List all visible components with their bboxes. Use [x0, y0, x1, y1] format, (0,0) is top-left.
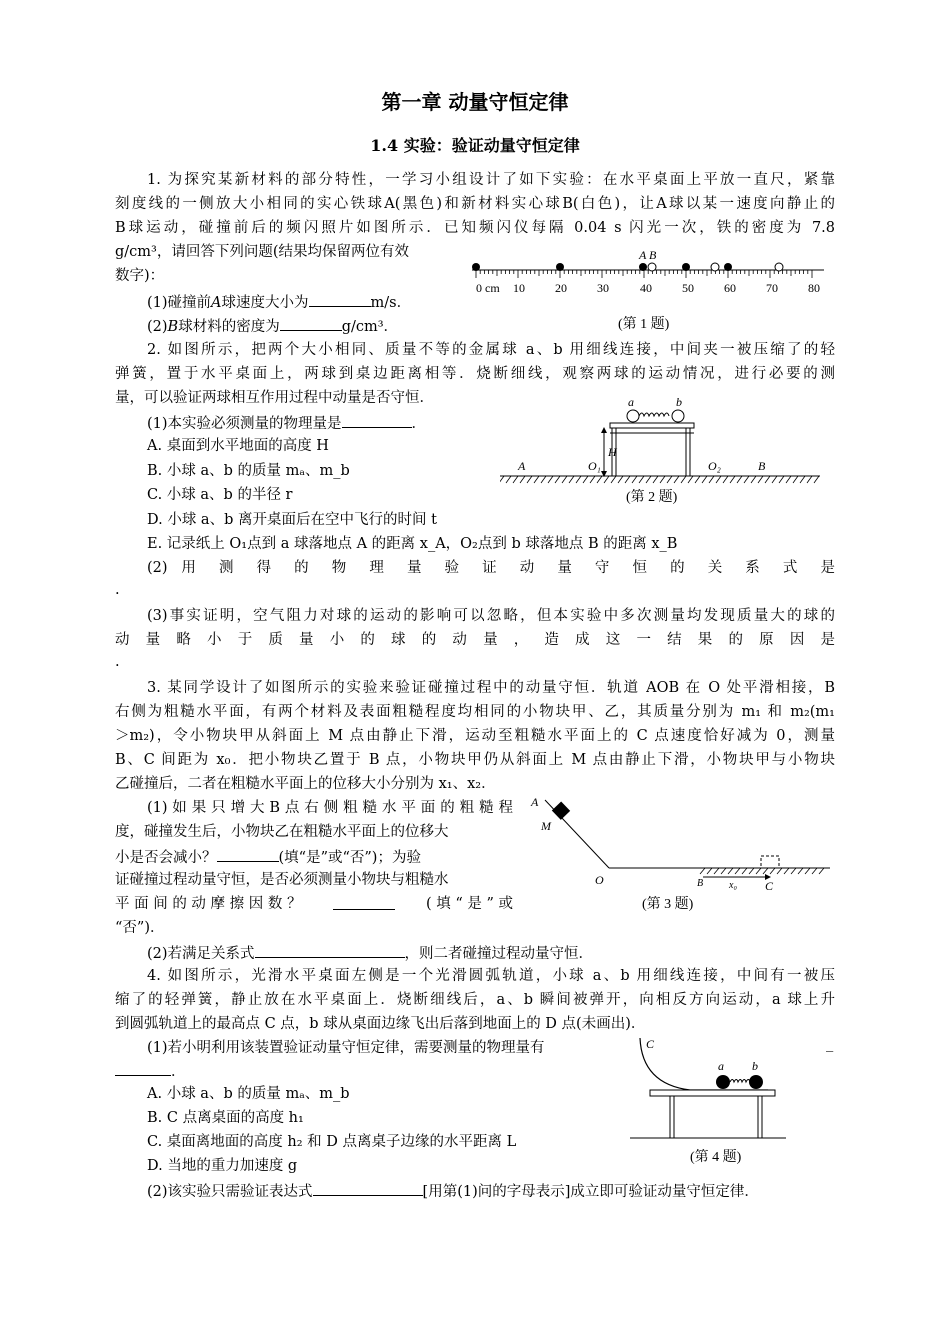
decor-line: [500, 476, 504, 483]
decor-line: [667, 476, 672, 483]
decor-line: [749, 868, 754, 874]
decor-line: [716, 476, 721, 483]
q2-option-a: A. 桌面到水平地面的高度 H: [147, 438, 329, 454]
decor-line: [611, 476, 616, 483]
decor-line: [728, 868, 733, 874]
ball-b: [749, 1075, 763, 1089]
label-A: A: [531, 795, 539, 809]
ruler-tick-label: 40: [640, 281, 652, 295]
decor-line: [555, 476, 560, 483]
q2-table-figure: [500, 393, 825, 488]
table-top: [650, 1090, 775, 1096]
q1-answer-blank-2[interactable]: [280, 315, 342, 331]
decor-line: [770, 868, 775, 874]
q1-line-5: 数字)：: [115, 268, 165, 284]
decor-line: [597, 476, 602, 483]
q4-part-1-dash: _: [826, 1036, 834, 1052]
decor-line: [793, 476, 798, 483]
q2-answer-blank-1[interactable]: [342, 412, 412, 428]
decor-line: [618, 476, 623, 483]
q1-ruler-figure: [462, 244, 832, 302]
rough-surface-hatching: [700, 868, 824, 874]
decor-line: [702, 476, 707, 483]
q3-answer-blank-1[interactable]: [217, 846, 279, 862]
decor-line: [800, 476, 805, 483]
q3-answer-blank-2[interactable]: [333, 894, 395, 910]
decor-line: [632, 476, 637, 483]
spring: [730, 1080, 750, 1083]
decor-line: [527, 476, 532, 483]
decor-line: [756, 868, 761, 874]
q4-part-2-text2: [用第(1)问的字母表示]成立即可验证动量守恒定律．: [422, 1184, 759, 1200]
decor-line: [660, 476, 665, 483]
decor-line: [812, 868, 817, 874]
decor-line: [791, 868, 796, 874]
block-final-position: [761, 856, 779, 868]
q3-sub-1: (1) 如 果 只 增 大 B 点 右 侧 粗 糙 水 平 面 的 粗 糙 程: [147, 800, 513, 816]
label-B: B: [697, 878, 704, 889]
decor-line: [721, 868, 726, 874]
q1-line-4: g/cm³，请回答下列问题(结果均保留两位有效: [115, 244, 410, 260]
decor-line: [604, 476, 609, 483]
q4-option-b: B. C 点离桌面的高度 h₁: [147, 1110, 304, 1126]
decor-line: [583, 476, 588, 483]
decor-line: [763, 868, 768, 874]
label-o2: O₂: [708, 459, 721, 473]
q2-line-1: 2. 如图所示，把两个大小相同、质量不等的金属球 a、b 用细线连接，中间夹一被压缩了的轻: [147, 342, 835, 358]
ball-b: [672, 410, 684, 422]
q2-part-3-end: .: [115, 654, 120, 670]
decor-line: [786, 476, 791, 483]
decor-line: [765, 476, 770, 483]
q1-line-2: 刻度线的一侧放大小相同的实心铁球A(黑色)和新材料实心球B(白色)，让A球以某一速度向静止的: [115, 196, 835, 212]
q4-answer-blank-1[interactable]: [115, 1060, 171, 1076]
decor-line: [819, 868, 824, 874]
q1-part-2-var: B: [167, 319, 179, 335]
ball-a: [716, 1075, 730, 1089]
q3-line-3: ＞m₂)，令小物块甲从斜面上 M 点由静止下滑，运动至粗糙水平面上的 C 点速度恰好减为 0，测量: [115, 728, 835, 744]
label-M: M: [541, 819, 551, 833]
q4-line-2: 缩了的轻弹簧，静止放在水平桌面上．烧断细线后，a、b 瞬间被弹开，向相反方向运动，a 球上升: [115, 992, 835, 1008]
ball-a-frame: [724, 263, 732, 271]
ball-b-label: B: [649, 248, 657, 262]
q4-part-1-blank-line: ．: [115, 1060, 186, 1082]
decor-line: [784, 868, 789, 874]
decor-line: [513, 476, 518, 483]
label-h: H: [608, 445, 617, 459]
q2-option-c: C. 小球 a、b 的半径 r: [147, 487, 293, 503]
decor-line: [576, 476, 581, 483]
ruler-tick-label: 0 cm: [476, 281, 500, 295]
ball-a-label: A: [639, 248, 647, 262]
label-a: a: [718, 1059, 724, 1073]
label-C: C: [646, 1037, 655, 1051]
decor-line: [590, 476, 595, 483]
label-b: b: [752, 1059, 758, 1073]
decor-line: [548, 476, 553, 483]
q2-part-3-line-2: 动 量 略 小 于 质 量 小 的 球 的 动 量 ， 造 成 这 一 结 果 的 原 因 是: [115, 632, 835, 648]
q4-line-1: 4. 如图所示，光滑水平桌面左侧是一个光滑圆弧轨道，小球 a、b 用细线连接，中间有一被压: [147, 968, 835, 984]
decor-line: [695, 476, 700, 483]
q4-arc-figure: [628, 1032, 788, 1147]
q3-part-2-text: (2)若满足关系式: [147, 946, 255, 962]
decor-line: [744, 476, 749, 483]
decor-line: [653, 476, 658, 483]
decor-line: [730, 476, 735, 483]
q1-answer-blank-1[interactable]: [309, 291, 371, 307]
decor-line: [742, 868, 747, 874]
q2-line-2: 弹簧，置于水平桌面上，两球到桌边距离相等．烧断细线，观察两球的运动情况，进行必要的测: [115, 366, 835, 382]
q1-part-1-text2: 球速度大小为: [221, 295, 309, 311]
q3-sub-3: [115, 846, 421, 868]
decor-line: [758, 476, 763, 483]
q4-answer-blank-2[interactable]: [313, 1180, 423, 1196]
label-O: O: [595, 873, 604, 887]
q3-line-1: 3. 某同学设计了如图所示的实验来验证碰撞过程中的动量守恒．轨道 AOB 在 O 处平滑相接，B: [147, 680, 835, 696]
q3-answer-blank-3[interactable]: [255, 942, 405, 958]
q4-part-1: (1)若小明利用该装置验证动量守恒定律，需要测量的物理量有: [147, 1040, 545, 1056]
q2-option-b: B. 小球 a、b 的质量 mₐ、m_b: [147, 463, 350, 479]
ball-b-frame: [711, 263, 719, 271]
q3-sub-3-text: 小是否会减小？: [115, 850, 217, 866]
q3-line-5: 乙碰撞后，二者在粗糙水平面上的位移大小分别为 x₁、x₂．: [115, 776, 496, 792]
decor-line: [772, 476, 777, 483]
decor-line: [639, 476, 644, 483]
q2-line-3: 量，可以验证两球相互作用过程中动量是否守恒．: [115, 390, 434, 406]
decor-line: [534, 476, 539, 483]
q4-figure-caption: (第 4 题): [690, 1150, 742, 1165]
q3-figure-caption: (第 3 题): [642, 897, 694, 912]
label-x0: x₀: [729, 880, 737, 891]
ruler-tick-label: 70: [766, 281, 778, 295]
q4-line-3: 到圆弧轨道上的最高点 C 点，b 球从桌面边缘飞出后落到地面上的 D 点(未画出)．: [115, 1016, 646, 1032]
ball-a: [627, 410, 639, 422]
decor-line: [674, 476, 679, 483]
ball-a-frame: [682, 263, 690, 271]
ruler-tick-label: 80: [808, 281, 820, 295]
label-o1: O₁: [588, 459, 601, 473]
ball-b-frame: [775, 263, 783, 271]
ground-hatching: [500, 476, 819, 483]
ball-a-frame: [556, 263, 564, 271]
ruler-tick-label: 60: [724, 281, 736, 295]
q4-option-a: A. 小球 a、b 的质量 mₐ、m_b: [147, 1086, 350, 1102]
q4-option-c: C. 桌面离地面的高度 h₂ 和 D 点离桌子边缘的水平距离 L: [147, 1134, 517, 1150]
decor-line: [506, 476, 511, 483]
decor-line: [751, 476, 756, 483]
q1-part-1-text: (1)碰撞前: [147, 295, 212, 311]
q3-part-2: [147, 942, 593, 964]
q2-part-2-end: .: [115, 582, 120, 598]
arc-track: [640, 1038, 768, 1090]
decor-line: [562, 476, 567, 483]
q1-line-1: 1. 为探究某新材料的部分特性，一学习小组设计了如下实验：在水平桌面上平放一直尺，紧靠: [147, 172, 835, 188]
decor-line: [707, 868, 712, 874]
ruler-tick-label: 30: [597, 281, 609, 295]
decor-line: [681, 476, 686, 483]
q1-part-2-unit: g/cm³．: [341, 319, 399, 335]
spring: [639, 413, 669, 416]
q3-sub-6: “否”)．: [115, 920, 165, 936]
q3-line-2: 右侧为粗糙水平面，有两个材料及表面粗糙程度均相同的小物块甲、乙，其质量分别为 m₁ 和 m₂(m₁: [115, 704, 835, 720]
decor-line: [709, 476, 714, 483]
decor-line: [735, 868, 740, 874]
q3-sub-2: 度，碰撞发生后，小物块乙在粗糙水平面上的位移大: [115, 824, 449, 840]
q4-part-2: [147, 1180, 759, 1202]
ruler-tick-label: 10: [513, 281, 525, 295]
q3-sub-5-text2: ( 填 “ 是 ” 或: [425, 896, 513, 912]
decor-line: [779, 476, 784, 483]
label-A: A: [518, 459, 526, 473]
decor-line: [723, 476, 728, 483]
ruler-tick-label: 50: [682, 281, 694, 295]
ruler-minor-ticks: [476, 270, 812, 278]
q3-sub-3-text2: (填“是”或“否”)；为验: [278, 850, 421, 866]
q1-part-2-text2: 球材料的密度为: [178, 319, 280, 335]
q2-part-1: (1)本实验必须测量的物理量是 ．: [147, 412, 426, 434]
decor-line: [798, 868, 803, 874]
decor-line: [700, 868, 705, 874]
decor-line: [625, 476, 630, 483]
q3-track-figure: [525, 792, 835, 892]
decor-line: [541, 476, 546, 483]
q1-part-1-unit: m/s．: [370, 295, 412, 311]
decor-line: [646, 476, 651, 483]
q1-part-1-var: A: [211, 295, 222, 311]
decor-line: [569, 476, 574, 483]
q1-part-1: [147, 291, 411, 313]
ball-a-frame: [472, 263, 480, 271]
q2-part-2: (2) 用 测 得 的 物 理 量 验 证 动 量 守 恒 的 关 系 式 是: [147, 560, 835, 576]
label-a: a: [628, 395, 634, 409]
decor-line: [805, 868, 810, 874]
ball-b-frame: [648, 263, 656, 271]
q3-line-4: B、C 间距为 x₀．把小物块乙置于 B 点，小物块甲仍从斜面上 M 点由静止下滑，小物块甲与小物块: [115, 752, 835, 768]
label-b: b: [676, 395, 682, 409]
q2-option-d: D. 小球 a、b 离开桌面后在空中飞行的时间 t: [147, 512, 437, 528]
q2-part-3-line-1: (3)事实证明，空气阻力对球的运动的影响可以忽略，但本实验中多次测量均发现质量大的球的: [147, 608, 835, 624]
q1-figure-caption: (第 1 题): [618, 317, 670, 332]
decor-line: [520, 476, 525, 483]
table-top: [610, 423, 694, 428]
q3-part-2-text2: ，则二者碰撞过程动量守恒．: [404, 946, 594, 962]
q3-sub-4: 证碰撞过程动量守恒，是否必须测量小物块与粗糙水: [115, 872, 449, 888]
label-B: B: [758, 459, 766, 473]
q4-part-2-text: (2)该实验只需验证表达式: [147, 1184, 313, 1200]
q3-sub-5: [115, 894, 513, 914]
ruler-tick-label: 20: [555, 281, 567, 295]
block-jia: [552, 802, 570, 820]
q2-figure-caption: (第 2 题): [626, 490, 678, 505]
q3-sub-5-text: 平 面 间 的 动 摩 擦 因 数 ？: [115, 896, 302, 912]
q1-part-2: [147, 315, 398, 337]
decor-line: [737, 476, 742, 483]
q2-option-e: E. 记录纸上 O₁点到 a 球落地点 A 的距离 x_A，O₂点到 b 球落地点 B 的距离 x_B: [147, 536, 678, 552]
label-C: C: [765, 879, 774, 892]
q2-part-1-text: (1)本实验必须测量的物理量是: [147, 416, 342, 432]
decor-line: [688, 476, 693, 483]
section-title: 1.4 实验：验证动量守恒定律: [370, 136, 580, 155]
decor-line: [777, 868, 782, 874]
chapter-title: 第一章 动量守恒定律: [381, 90, 569, 114]
decor-line: [714, 868, 719, 874]
decor-line: [807, 476, 812, 483]
decor-line: [814, 476, 819, 483]
q4-option-d: D. 当地的重力加速度 g: [147, 1158, 298, 1174]
q1-line-3: B球运动，碰撞前后的频闪照片如图所示．已知频闪仪每隔 0.04 s 闪光一次，铁的密度为 7.8: [115, 220, 835, 236]
q1-part-2-text: (2): [147, 319, 168, 335]
ball-a-frame: [639, 263, 647, 271]
